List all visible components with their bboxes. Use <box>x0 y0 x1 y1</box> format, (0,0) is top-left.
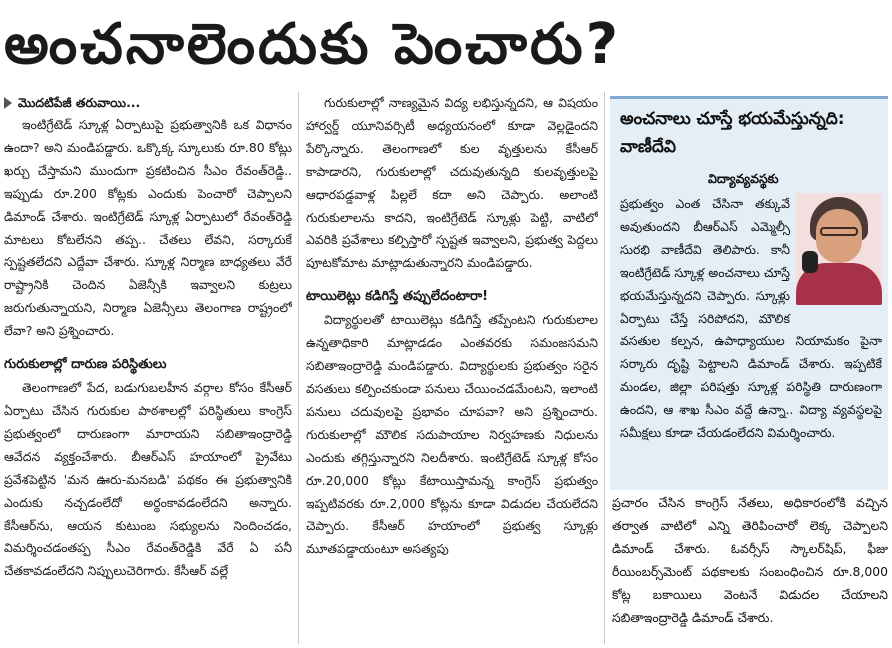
box-title: అంచనాలు చూస్తే భయమేస్తున్నది: వాణీదేవి <box>620 109 845 157</box>
subheading: టాయిలెట్లు కడిగిస్తే తప్పులేదంటారా! <box>306 289 489 305</box>
paragraph: విద్యార్థులతో టాయిలెట్లు కడిగిస్తే తప్పేంటని గురుకులాల ఉన్నతాధికారి మాట్లాడడం ఎంతవరకు సమంజసమని సబితాఇంద్రారెడ్డి మండిపడ్డారు. విద్యార్థులకు ప్రభుత్వం సరైన వసతులు కల్పించకుండా పనులు చేయించడమేంటని, ఇలాంటి పనులు చదువులపై ప్రభావం చూపవా? అని ప్రశ్నించారు. గురుకులాల్లో మౌలిక సదుపాయాల నిర్వహణకు నిధులను ఎందుకు తగ్గిస్తున్నారని నిలదీశారు. ఇంటిగ్రేటెడ్ స్కూళ్ల కోసం రూ.20,000 కోట్లు కేటాయిస్తామన్న కాంగ్రెస్ ప్రభుత్వం ఇప్పటివరకు రూ.2,000 కోట్లను కూడా విడుదల చేయలేదని చెప్పారు. కేసీఆర్ హయాంలో ప్రభుత్వ స్కూళ్లు మూతపడ్డాయంటూ అసత్యపు <box>306 312 598 557</box>
box-body <box>620 193 882 487</box>
portrait-photo <box>796 193 882 305</box>
paragraph: గురుకులాల్లో నాణ్యమైన విద్య లభిస్తున్నదని, ఆ విషయం హార్వర్డ్ యూనివర్సిటీ అధ్యయనంలో కూడా వెల్లడైందని పేర్కొన్నారు. తెలంగాణలో కుల వృత్తులను కేసీఆర్ కాపాడారని, గురుకులాల్లో చదువుతున్నది కులవృత్తులపై ఆధారపడ్డవాళ్ల పిల్లలే కదా అని చెప్పారు. అలాంటి గురుకులాలను కాదని, ఇంటిగ్రేటెడ్ స్కూళ్లు పెట్టి, వాటిలో ఎవరికి ప్రవేశాలు కల్పిస్తారో స్పష్టత ఇవ్వాలని, ప్రభుత్వ పెద్దలు పూటకోమాట మాట్లాడుతున్నారని మండిపడ్డారు. <box>306 95 598 271</box>
article-column-1 <box>4 92 292 644</box>
arrow-right-icon <box>4 97 12 109</box>
paragraph: తెలంగాణలో పేద, బడుగుబలహీన వర్గాల కోసం కేసీఆర్ ఏర్పాటు చేసిన గురుకుల పాఠశాలల్లో పరిస్థితులు కాంగ్రెస్ ప్రభుత్వంలో దారుణంగా మారాయని సబితాఇంద్రారెడ్డి ఆవేదన వ్యక్తంచేశారు. బీఆర్ఎస్ హయాంలో ప్రైవేటు ప్రవేశపెట్టిన 'మన ఊరు-మనబడి' పథకం ఈ ప్రభుత్వానికి ఎందుకు నచ్చడంలేదో అర్థంకావడంలేదని అన్నారు. కేసీఆర్‌ను, ఆయన కుటుంబ సభ్యులను నిందించడం, విమర్శించడంతప్ప సీఎం రేవంత్‌రెడ్డికి వేరే ఏ పనీ చేతకావడంలేదని నిప్పులుచెరిగారు. కేసీఆర్ వల్లే <box>4 380 292 579</box>
paragraph: ఇంటిగ్రేటెడ్ స్కూళ్ల ఏర్పాటుపై ప్రభుత్వానికి ఒక విధానం ఉందా? అని మండిపడ్డారు. ఒక్కొక్క స్కూలుకు రూ.80 కోట్లు ఖర్చు చేస్తామని ముందుగా ప్రకటించిన సీఎం రేవంత్‌రెడ్డి.. ఇప్పుడు రూ.200 కోట్లకు ఎందుకు పెంచారో చెప్పాలని డిమాండ్ చేశారు. ఇంటిగ్రేటెడ్ స్కూళ్ల ఏర్పాటులో రేవంత్‌రెడ్డి మాటలు కోటలేనని తప్ప.. చేతలు లేవని, సర్కారుకే స్పష్టతలేదని ఎద్దేవా చేశారు. స్కూళ్ల నిర్మాణ బాధ్యతలు వేరే రాష్ట్రానికి చెందిన ఏజెన్సీకి ఇవ్వాలని కుట్రలు జరుగుతున్నాయని, నిర్మాణ ఏజెన్సీలు తెలంగాణ రాష్ట్రంలో లేవా? అని ప్రశ్నించారు. <box>4 117 292 339</box>
headline: అంచనాలెందుకు పెంచారు? <box>4 12 622 77</box>
column-divider <box>604 92 605 644</box>
microphone-icon <box>802 251 818 273</box>
jump-label: మొదటిపేజీ తరువాయి... <box>18 94 141 110</box>
article-column-3 <box>612 492 888 644</box>
paragraph: ప్రచారం చేసిన కాంగ్రెస్ నేతలు, అధికారంలోకి వచ్చిన తర్వాత వాటిలో ఎన్ని తెరిపించారో లెక్క చెప్పాలని డిమాండ్ చేశారు. ఓవర్సీస్ స్కాలర్‌షిప్, ఫీజు రీయింబర్స్‌మెంట్ పథకాలకు సంబంధించిన రూ.8,000 కోట్ల బకాయిలు వెంటనే విడుదల చేయాలని సబితాఇంద్రారెడ్డి డిమాండ్ చేశారు. <box>612 495 888 625</box>
box-byline: విద్యావ్యవస్థకు <box>708 171 779 186</box>
subheading: గురుకులాల్లో దారుణ పరిస్థితులు <box>4 357 167 373</box>
continued-from-front-page <box>4 92 292 114</box>
box-text: ప్రభుత్వం ఎంత చేసినా తక్కువే అవుతుందని బీఆర్ఎస్ ఎమ్మెల్సీ సురభి వాణీదేవి తెలిపారు. కానీ ఇంటిగ్రేటెడ్ స్కూళ్ల అంచనాలు చూస్తే భయమేస్తున్నదని చెప్పారు. స్కూళ్లు ఏర్పాటు చేస్తే సరిపోదని, మౌలిక వసతుల కల్పన, ఉపాధ్యాయుల నియామకం పైనా సర్కారు దృష్టి పెట్టాలని డిమాండ్ చేశారు. ఇప్పటికే మండల, జిల్లా పరిషత్తు స్కూళ్ల పరిస్థితి దారుణంగా ఉందని, ఆ శాఖ సీఎం వద్దే ఉన్నా.. విద్యా వ్యవస్థలపై సమీక్షలు కూడా చేయడంలేదని విమర్శించారు. <box>620 196 882 441</box>
sidebar-box <box>610 96 888 490</box>
column-divider <box>298 92 299 644</box>
article-column-2 <box>306 92 598 644</box>
